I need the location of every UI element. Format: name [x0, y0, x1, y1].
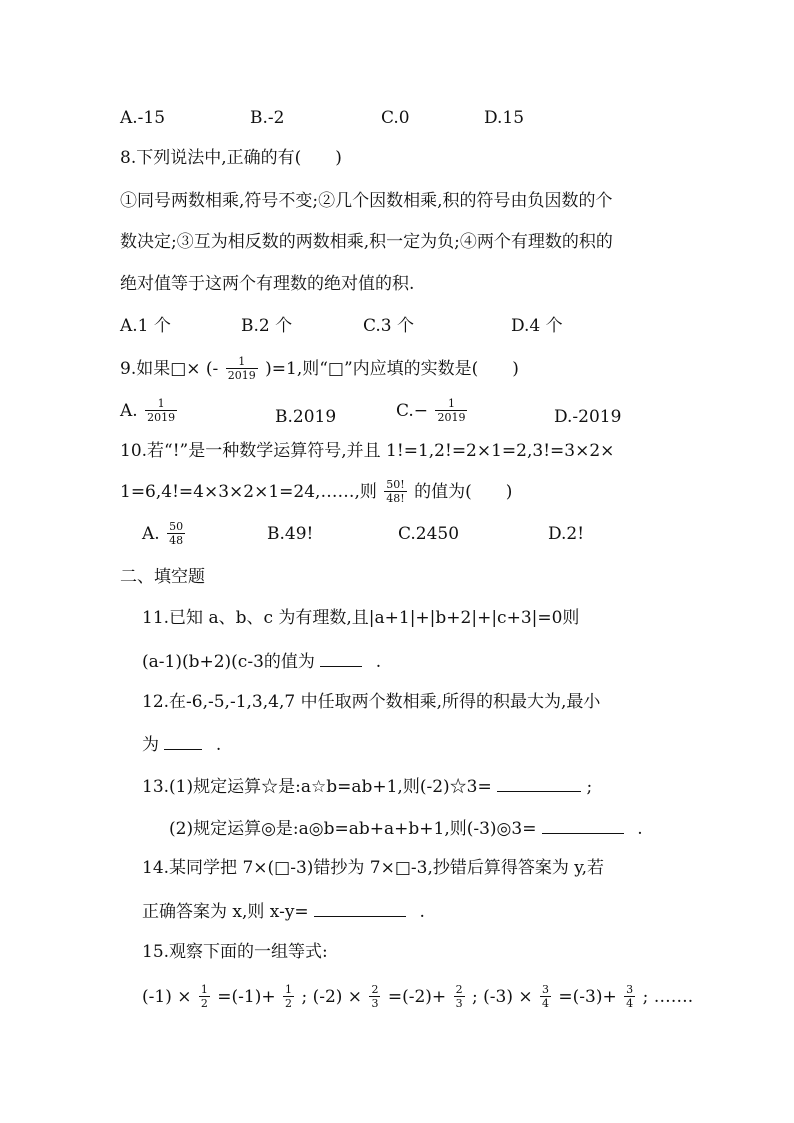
q15-stem: 15.观察下面的一组等式:: [142, 942, 328, 962]
q15-fraction-3: [369, 984, 380, 1009]
q15-fraction-4: [454, 984, 465, 1009]
q8-statement-2: 数决定;③互为相反数的两数相乘,积一定为负;④两个有理数的积的: [120, 232, 613, 252]
section-heading-line: [0, 567, 794, 603]
q11-line-1: [0, 608, 794, 644]
q11-stem-line2: [142, 650, 381, 672]
q10-option-c: C.2450: [398, 524, 460, 544]
q15-text-2: =(-1)+: [217, 986, 276, 1007]
q10-line2-pre: 1=6,4!=4×3×2×1=24,……,则: [120, 481, 377, 502]
q12-line2-pre: 为: [142, 735, 159, 755]
q9-option-a-den: 2019: [147, 411, 176, 424]
q10-line2-post: 的值为( ): [414, 481, 513, 502]
q11-line-2: [0, 650, 794, 686]
q15-fraction-4-den: 3: [455, 997, 463, 1010]
q9-stem-line: [0, 356, 794, 392]
q15-fraction-5-num: 3: [542, 983, 550, 996]
q15-fraction-6-den: 4: [626, 997, 634, 1010]
q10-stem-fraction: [384, 479, 406, 504]
q15-fraction-1: [199, 984, 210, 1009]
q7-option-c: C.0: [381, 108, 410, 128]
q10-option-b: B.49!: [267, 524, 314, 544]
q12-stem-line1: 12.在-6,-5,-1,3,4,7 中任取两个数相乘,所得的积最大为,最小: [142, 692, 601, 712]
q15-text-4: =(-2)+: [387, 986, 447, 1007]
q15-fraction-4-num: 2: [455, 983, 463, 996]
q14-line-1: [0, 858, 794, 894]
q15-line-1: [0, 942, 794, 978]
q9-option-c-den: 2019: [437, 411, 466, 424]
q10-stem-fraction-num: 50!: [386, 478, 405, 491]
q15-fraction-6-num: 3: [626, 983, 634, 996]
q10-stem-line1: 10.若“!”是一种数学运算符号,并且 1!=1,2!=2×1=2,3!=3×2×: [120, 441, 615, 461]
q12-line-1: [0, 692, 794, 728]
q9-option-a: [120, 398, 179, 423]
q8-statement-1: ①同号两数相乘,符号不变;②几个因数相乘,积的符号由负因数的个: [120, 191, 613, 211]
q14-line2-pre: 正确答案为 x,则 x-y=: [142, 902, 309, 922]
q8-stem-line: [0, 148, 794, 184]
q9-option-a-num: 1: [157, 397, 165, 410]
q15-text-1: (-1) ×: [142, 986, 192, 1007]
q9-stem-post: )=1,则“□”内应填的实数是( ): [265, 358, 519, 379]
q10-option-a-fraction: [167, 521, 185, 546]
q9-option-b: B.2019: [275, 407, 337, 427]
q8-line-2: [0, 232, 794, 268]
q15-fraction-1-num: 1: [200, 983, 208, 996]
q9-option-c-fraction: [435, 398, 467, 423]
q12-stem-line2: [142, 733, 221, 755]
q9-option-a-fraction: [145, 398, 177, 423]
q15-fraction-5-den: 4: [542, 997, 550, 1010]
q13-part1: [142, 775, 592, 797]
q14-stem-line2: [142, 900, 425, 922]
q9-stem-fraction-num: 1: [238, 355, 246, 368]
q8-stem: 8.下列说法中,正确的有( ): [120, 148, 342, 168]
q13-part2-pre: (2)规定运算◎是:a◎b=ab+a+b+1,则(-3)◎3=: [169, 819, 537, 839]
q7-options: [0, 108, 794, 144]
q9-stem-fraction: [226, 356, 258, 381]
q13-part1-pre: 13.(1)规定运算☆是:a☆b=ab+1,则(-2)☆3=: [142, 777, 492, 797]
q7-option-a: A.-15: [120, 108, 166, 128]
section-heading-fill-in: 二、填空题: [120, 567, 205, 587]
q9-options: [0, 398, 794, 434]
q15-equations: [142, 984, 693, 1009]
q15-text-3: ; (-2) ×: [301, 986, 363, 1007]
q15-fraction-2: [283, 984, 294, 1009]
q13-line-1: [0, 775, 794, 811]
q15-fraction-6: [624, 984, 635, 1009]
q15-text-5: ; (-3) ×: [472, 986, 533, 1007]
q7-option-d: D.15: [484, 108, 525, 128]
q10-option-a-den: 48: [169, 534, 184, 547]
q10-line-2: [0, 479, 794, 515]
q15-text-7: ; …….: [642, 986, 694, 1007]
q15-fraction-1-den: 2: [200, 997, 208, 1010]
q10-option-a: [142, 521, 187, 546]
q15-fraction-3-den: 3: [371, 997, 379, 1010]
q9-option-c-num: 1: [447, 397, 455, 410]
q8-statement-3: 绝对值等于这两个有理数的绝对值的积.: [120, 274, 415, 294]
q12-answer-blank[interactable]: [164, 733, 202, 750]
q9-stem-fraction-den: 2019: [227, 369, 256, 382]
q14-answer-blank[interactable]: [314, 900, 406, 917]
q9-option-c: [396, 398, 469, 423]
q10-option-a-label: A.: [142, 523, 160, 544]
q9-stem: [120, 356, 519, 381]
q8-option-c: C.3 个: [363, 316, 415, 336]
q10-options: [0, 521, 794, 557]
q15-fraction-3-num: 2: [371, 983, 379, 996]
q10-stem-line2: [120, 479, 512, 504]
q15-fraction-2-den: 2: [285, 997, 293, 1010]
q10-stem-fraction-den: 48!: [386, 492, 405, 505]
q13-line-2: [0, 817, 794, 853]
q15-text-6: =(-3)+: [558, 986, 617, 1007]
q11-answer-blank[interactable]: [320, 650, 362, 667]
q11-line2-post: .: [375, 652, 382, 672]
q15-fraction-5: [540, 984, 551, 1009]
q11-stem-line1: 11.已知 a、b、c 为有理数,且|a+1|+|b+2|+|c+3|=0则: [142, 608, 580, 628]
q7-option-b: B.-2: [250, 108, 285, 128]
q12-line2-post: .: [215, 735, 222, 755]
q14-line2-post: .: [419, 902, 425, 922]
q13-part1-post: ;: [586, 777, 593, 797]
q14-line-2: [0, 900, 794, 936]
q8-option-a: A.1 个: [120, 316, 171, 336]
q8-options: [0, 316, 794, 352]
q12-line-2: [0, 733, 794, 769]
q10-option-a-num: 50: [169, 520, 184, 533]
q15-equations-line: [0, 984, 794, 1020]
q13-part1-answer-blank[interactable]: [497, 775, 581, 792]
q15-fraction-2-num: 1: [285, 983, 293, 996]
q13-part2-post: .: [637, 819, 643, 839]
q9-option-a-label: A.: [120, 400, 138, 421]
q9-stem-pre: 9.如果□× (-: [120, 358, 219, 379]
q9-option-d: D.-2019: [554, 407, 622, 427]
q11-line2-pre: (a-1)(b+2)(c-3的值为: [142, 652, 315, 672]
q14-stem-line1: 14.某同学把 7×(□-3)错抄为 7×□-3,抄错后算得答案为 y,若: [142, 858, 605, 878]
q13-part2: [169, 817, 643, 839]
q9-option-c-label: C.−: [396, 400, 429, 421]
q8-option-b: B.2 个: [241, 316, 293, 336]
q8-option-d: D.4 个: [511, 316, 563, 336]
q10-option-d: D.2!: [548, 524, 585, 544]
q8-line-1: [0, 191, 794, 227]
q13-part2-answer-blank[interactable]: [542, 817, 624, 834]
q10-line-1: [0, 441, 794, 477]
q8-line-3: [0, 274, 794, 310]
